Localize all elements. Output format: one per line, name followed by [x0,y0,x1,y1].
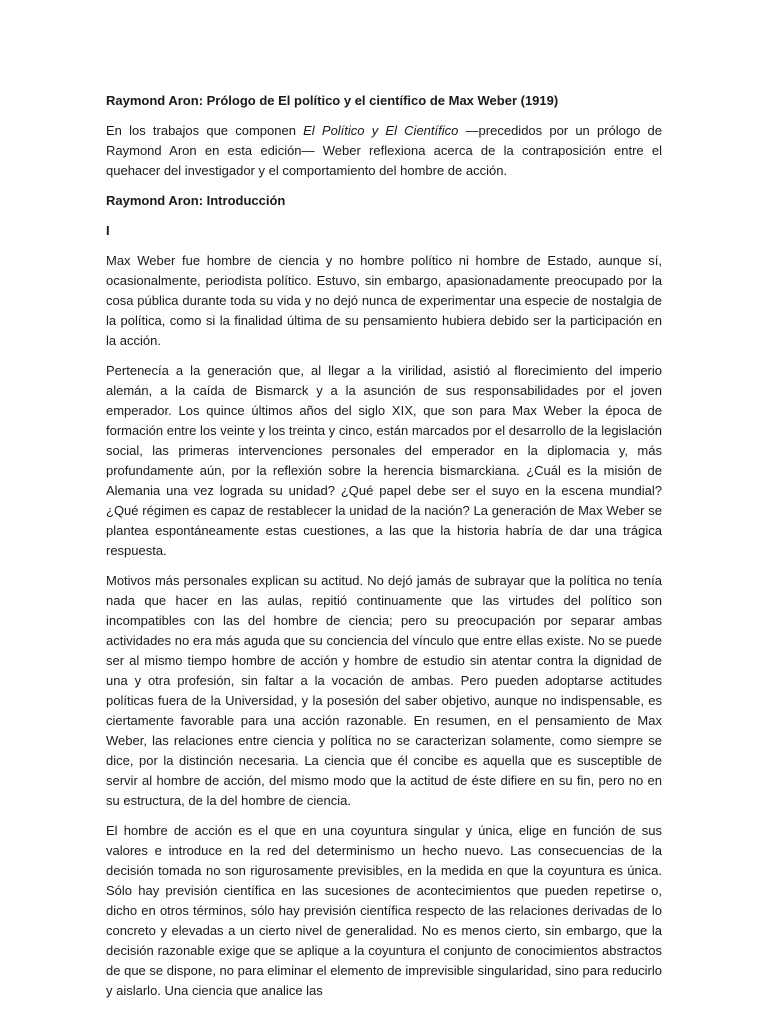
body-paragraph-1: Max Weber fue hombre de ciencia y no hombre político ni hombre de Estado, aunque sí, ocasionalmente, periodista político. Estuvo, sin embargo, apasionadamente preocupado por la cosa pública durante toda su vida y no dejó nunca de experimentar una especie de nostalgia de la política, como si la finalidad última de su pensamiento hubiera debido ser la participación en la acción. [106,253,662,348]
intro-text-after: —precedidos por un prólogo de Raymond Aron en esta edición— Weber reflexiona acerca de la contraposición entre el quehacer del investigador y el comportamiento del hombre de acción. [106,123,662,178]
body-paragraph-3: Motivos más personales explican su actitud. No dejó jamás de subrayar que la política no tenía nada que hacer en las aulas, repitió continuamente que las virtudes del político son incompatibles con las del hombre de ciencia; pero su preocupación por separar ambas actividades no era más aguda que su conciencia del vínculo que entre ellas existe. No se puede ser al mismo tiempo hombre de acción y hombre de estudio sin atentar contra la dignidad de una y otra profesión, sin faltar a la vocación de ambas. Pero pueden adoptarse actitudes políticas fuera de la Universidad, y la posesión del saber objetivo, aunque no indispensable, es ciertamente favorable para una acción razonable. En resumen, en el pensamiento de Max Weber, las relaciones entre ciencia y política no se caracterizan solamente, como siempre se dice, por la distinción necesaria. La ciencia que él concibe es aquella que es susceptible de servir al hombre de acción, del mismo modo que la actitud de éste difiere en su fin, pero no en su estructura, de la del hombre de ciencia. [106,573,662,808]
intro-paragraph [106,121,662,181]
section-number: I [106,223,110,238]
body-paragraph-4: El hombre de acción es el que en una coyuntura singular y única, elige en función de sus valores e introduce en la red del determinismo un hecho nuevo. Las consecuencias de la decisión tomada no son rigurosamente previsibles, en la medida en que la coyuntura es única. Sólo hay previsión científica en las sucesiones de acontecimientos que pueden repetirse o, dicho en otros términos, sólo hay previsión científica respecto de las relaciones derivadas de lo concreto y elevadas a un cierto nivel de generalidad. No es menos cierto, sin embargo, que la decisión razonable exige que se aplique a la coyuntura el conjunto de conocimientos abstractos de que se dispone, no para eliminar el elemento de imprevisible singularidad, sino para reducirlo y aislarlo. Una ciencia que analice las [106,823,662,998]
intro-text-before: En los trabajos que componen [106,123,304,138]
document-title: Raymond Aron: Prólogo de El político y el científico de Max Weber (1919) [106,93,559,108]
section-heading: Raymond Aron: Introducción [106,193,286,208]
body-paragraph-2: Pertenecía a la generación que, al llegar a la virilidad, asistió al florecimiento del imperio alemán, a la caída de Bismarck y a la asunción de sus responsabilidades por el joven emperador. Los quince últimos años del siglo XIX, que son para Max Weber la época de formación entre los veinte y los treinta y cinco, están marcados por el desarrollo de la legislación social, las primeras intervenciones personales del emperador en la diplomacia y, más profundamente aún, por la reflexión sobre la herencia bismarckiana. ¿Cuál es la misión de Alemania una vez lograda su unidad? ¿Qué papel debe ser el suyo en la escena mundial? ¿Qué régimen es capaz de restablecer la unidad de la nación? La generación de Max Weber se plantea espontáneamente estas cuestiones, a las que la historia habría de dar una trágica respuesta. [106,363,662,558]
intro-book-title: El Político y El Científico [303,123,459,138]
